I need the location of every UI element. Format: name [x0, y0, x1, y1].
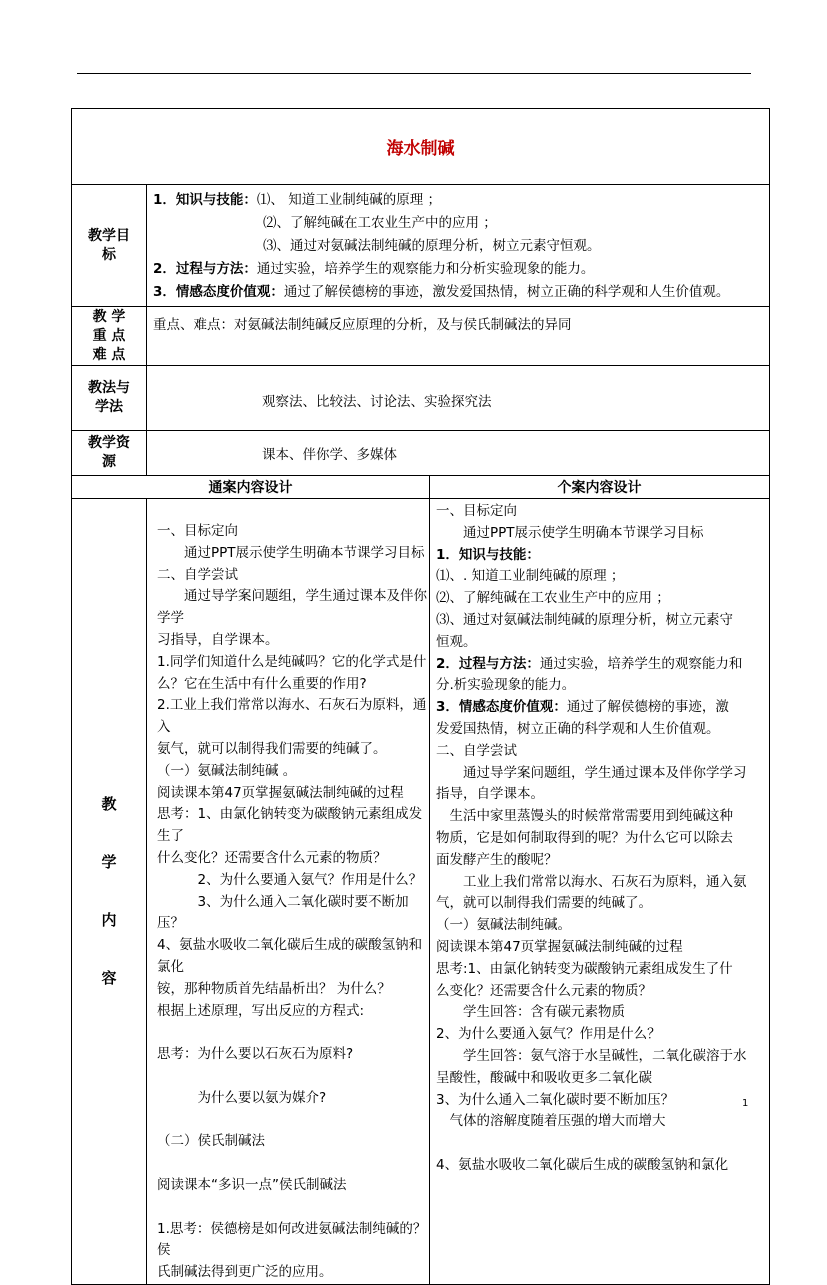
- text-line: （一）氨碱法制纯碱。: [436, 917, 571, 934]
- text-line: （二）侯氏制碱法: [157, 1133, 265, 1150]
- text-line: 二、自学尝试: [436, 742, 517, 759]
- text-line: ⑵、了解纯碱在工农业生产中的应用 ；: [436, 590, 670, 607]
- text-line: ⑴、. 知道工业制纯碱的原理 ；: [436, 568, 625, 585]
- text-line: 通过PPT展示使学生明确本节课学习目标: [157, 544, 425, 561]
- text-line: 指导，自学课本。: [436, 786, 544, 803]
- page-number: 1: [742, 1098, 749, 1109]
- objectives-label: 教学目标: [72, 185, 147, 307]
- text-line: 4、氨盐水吸收二氧化碳后生成的碳酸氢钠和氯化: [157, 937, 423, 975]
- text-line: 一、目标定向: [157, 523, 238, 539]
- text-line: 工业上我们常常以海水、石灰石为原料，通入氨: [436, 873, 747, 890]
- text-line: 1．知识与技能：: [436, 546, 540, 563]
- objectives-content: 1．知识与技能：⑴、 知道工业制纯碱的原理 ； ⑵、了解纯碱在工农业生产中的应用 ； ⑶、通过对氨碱法制纯碱的原理分析，树立元素守恒观。 2．过程与方法：通过实验，培养学生的观察能力和分析实验现象的能力。 3．情感态度价值观：通过了解侯德榜的事迹，激发爱国热情，树立正确的科学观和人生价值观。: [147, 185, 770, 307]
- text-line: 3、为什么通入二氧化碳时要不断加压？: [436, 1091, 675, 1108]
- text-line: 2、为什么要通入氨气？作用是什么？: [436, 1026, 661, 1043]
- methods-label: 教法与学法: [72, 366, 147, 431]
- text-line: 氨气，就可以制得我们需要的纯碱了。: [157, 740, 387, 757]
- text-line: （一）氨碱法制纯碱 。: [157, 762, 297, 779]
- text-line: 思考：为什么要以石灰石为原料?: [157, 1046, 354, 1063]
- text-line: 通过PPT展示使学生明确本节课学习目标: [436, 524, 704, 541]
- text-line: 分.析实验现象的能力。: [436, 677, 576, 694]
- text-line: 4、氨盐水吸收二氧化碳后生成的碳酸氢钠和氯化: [436, 1156, 729, 1173]
- key-points-label: 教 学 重 点 难 点: [72, 307, 147, 366]
- text-line: 气体的溶解度随着压强的增大而增大: [436, 1113, 666, 1130]
- text-line: 2、为什么要通入氨气？作用是什么？: [157, 871, 423, 888]
- resources-label: 教学资源: [72, 431, 147, 476]
- text-line: 2．过程与方法：通过实验，培养学生的观察能力和: [436, 655, 743, 672]
- text-line: 二、自学尝试: [157, 566, 238, 583]
- text-line: [157, 1110, 427, 1132]
- individual-design-header: 个案内容设计: [430, 476, 770, 499]
- methods-text: 观察法、比较法、讨论法、实验探究法: [147, 366, 770, 431]
- text-line: 呈酸性，酸碱中和吸收更多二氧化碳: [436, 1069, 652, 1086]
- header-rule: [77, 73, 751, 74]
- text-line: [157, 1022, 427, 1044]
- text-line: 思考:1、由氯化钠转变为碳酸钠元素组成发生了什: [436, 960, 733, 977]
- text-line: 气，就可以制得我们需要的纯碱了。: [436, 895, 652, 912]
- text-line: 习指导，自学课本。: [157, 631, 279, 648]
- resources-text: 课本、伴你学、多媒体: [147, 431, 770, 476]
- text-line: [157, 1197, 427, 1219]
- text-line: 氏制碱法得到更广泛的应用。: [157, 1264, 333, 1281]
- text-line: 通过导学案问题组，学生通过课本及伴你学学习: [436, 764, 747, 781]
- text-line: 铵，那种物质首先结晶析出？ 为什么？: [157, 980, 391, 997]
- text-line: 阅读课本第47页掌握氨碱法制纯碱的过程: [436, 938, 683, 955]
- text-line: 么变化？还需要含什么元素的物质？: [436, 982, 652, 999]
- text-line: 物质，它是如何制取得到的呢？为什么它可以除去: [436, 829, 733, 846]
- general-design-header: 通案内容设计: [72, 476, 430, 499]
- title-cell: [72, 109, 770, 185]
- text-line: 3、为什么通入二氧化碳时要不断加压？: [157, 893, 409, 932]
- content-side-label: 教 学 内 容: [72, 499, 147, 1285]
- text-line: 学生回答：氨气溶于水呈碱性，二氧化碳溶于水: [436, 1047, 747, 1064]
- key-points-text: 重点、难点：对氨碱法制纯碱反应原理的分析，及与侯氏制碱法的异同: [147, 307, 770, 366]
- text-line: 2.工业上我们常常以海水、石灰石为原料，通入: [157, 697, 427, 736]
- text-line: 恒观。: [436, 633, 477, 650]
- page-title: 海水制碱: [386, 139, 455, 159]
- text-line: 么？它在生活中有什么重要的作用?: [157, 675, 367, 692]
- text-line: 1.同学们知道什么是纯碱吗？它的化学式是什: [157, 653, 427, 670]
- text-line: 什么变化？还需要含什么元素的物质？: [157, 849, 387, 866]
- lesson-plan-table: [71, 108, 770, 1285]
- text-line: [436, 1133, 765, 1155]
- text-line: [157, 1153, 427, 1175]
- text-line: 学生回答：含有碳元素物质: [436, 1004, 625, 1021]
- text-line: 3．情感态度价值观：通过了解侯德榜的事迹，激: [436, 699, 729, 716]
- text-line: 通过导学案问题组，学生通过课本及伴你学学: [157, 588, 427, 627]
- text-line: 思考：1、由氯化钠转变为碳酸钠元素组成发生了: [157, 806, 423, 845]
- text-line: 生活中家里蒸馒头的时候常常需要用到纯碱这种: [436, 808, 733, 825]
- individual-design-content: [430, 499, 770, 1285]
- text-line: 为什么要以氨为媒介?: [157, 1089, 327, 1106]
- text-line: 阅读课本“多识一点”侯氏制碱法: [157, 1176, 347, 1193]
- text-line: 阅读课本第47页掌握氨碱法制纯碱的过程: [157, 784, 404, 801]
- text-line: 一、目标定向: [436, 503, 517, 519]
- text-line: 面发酵产生的酸呢？: [436, 851, 558, 868]
- text-line: ⑶、通过对氨碱法制纯碱的原理分析，树立元素守: [436, 611, 733, 628]
- text-line: [157, 1066, 427, 1088]
- text-line: 发爱国热情，树立正确的科学观和人生价值观。: [436, 720, 720, 737]
- text-line: 1.思考：侯德榜是如何改进氨碱法制纯碱的？侯: [157, 1220, 427, 1259]
- general-design-content: [147, 499, 430, 1285]
- text-line: 根据上述原理，写出反应的方程式:: [157, 1002, 365, 1019]
